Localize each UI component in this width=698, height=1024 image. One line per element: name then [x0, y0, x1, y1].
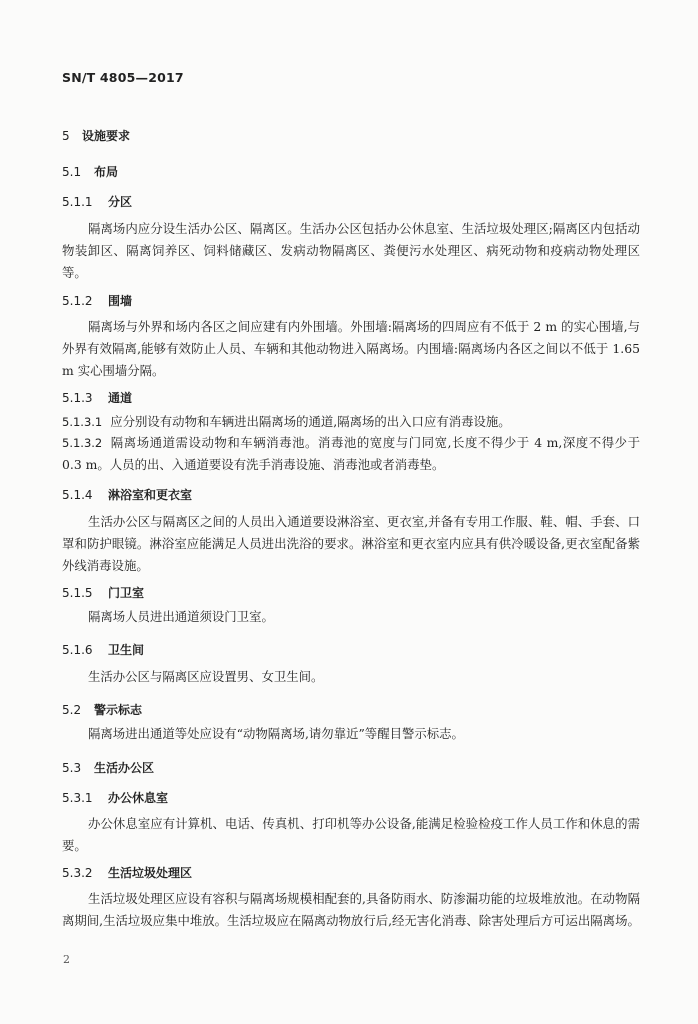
section-number: 5 [62, 129, 70, 143]
clause-number: 5.1.3.2 [62, 436, 103, 450]
section-title: 卫生间 [108, 643, 145, 657]
clause-5-1-3-1 [62, 411, 640, 433]
section-heading-5-1-5 [62, 584, 144, 601]
section-title: 通道 [108, 391, 133, 405]
section-title: 生活垃圾处理区 [108, 866, 193, 880]
section-number: 5.1.4 [62, 488, 93, 502]
section-number: 5.1.2 [62, 294, 93, 308]
page-number: 2 [63, 953, 70, 966]
section-heading-5-1-4 [62, 486, 192, 503]
section-number: 5.3 [62, 761, 82, 775]
section-heading-5-3-1 [62, 789, 168, 806]
paragraph-5-2: 隔离场进出通道等处应设有“动物隔离场,请勿靠近”等醒目警示标志。 [88, 726, 464, 741]
section-heading-5-1-1 [62, 193, 132, 210]
section-heading-5 [62, 127, 130, 144]
section-title: 淋浴室和更衣室 [108, 488, 193, 502]
section-number: 5.1.1 [62, 195, 93, 209]
section-heading-5-3 [62, 759, 154, 776]
paragraph-5-1-2: 隔离场与外界和场内各区之间应建有内外围墙。外围墙:隔离场的四周应有不低于 2 m 的实心围墙,与外界有效隔离,能够有效防止人员、车辆和其他动物进入隔离场。内围墙:隔离场内各区之间以不低于 1.65 m 实心围墙分隔。 [62, 319, 640, 378]
section-number: 5.3.1 [62, 791, 93, 805]
paragraph-5-1-5: 隔离场人员进出通道须设门卫室。 [88, 609, 274, 624]
section-heading-5-3-2 [62, 864, 192, 881]
clause-text: 应分别设有动物和车辆进出隔离场的通道,隔离场的出入口应有消毒设施。 [110, 414, 511, 429]
section-number: 5.2 [62, 703, 82, 717]
section-heading-5-1-3 [62, 389, 132, 406]
section-number: 5.1.3 [62, 391, 93, 405]
section-title: 布局 [94, 165, 119, 179]
clause-5-1-3-2 [62, 432, 640, 476]
section-number: 5.1 [62, 165, 82, 179]
section-title: 围墙 [108, 294, 133, 308]
section-title: 分区 [108, 195, 133, 209]
section-number: 5.1.5 [62, 586, 93, 600]
paragraph-5-3-2: 生活垃圾处理区应设有容积与隔离场规模相配套的,具备防雨水、防渗漏功能的垃圾堆放池。在动物隔离期间,生活垃圾应集中堆放。生活垃圾应在隔离动物放行后,经无害化消毒、除害处理后方可运出隔离场。 [62, 891, 640, 928]
section-heading-5-1-2 [62, 292, 132, 309]
paragraph-5-1-1: 隔离场内应分设生活办公区、隔离区。生活办公区包括办公休息室、生活垃圾处理区;隔离区内包括动物装卸区、隔离饲养区、饲料储藏区、发病动物隔离区、粪便污水处理区、病死动物和疫病动物处理区等。 [62, 221, 640, 280]
section-number: 5.1.6 [62, 643, 93, 657]
section-title: 警示标志 [94, 703, 143, 717]
section-heading-5-1 [62, 163, 118, 180]
clause-number: 5.1.3.1 [62, 415, 103, 429]
paragraph-5-1-6: 生活办公区与隔离区应设置男、女卫生间。 [88, 669, 324, 684]
section-heading-5-1-6 [62, 641, 144, 658]
paragraph-5-3-1: 办公休息室应有计算机、电话、传真机、打印机等办公设备,能满足检验检疫工作人员工作和休息的需要。 [62, 816, 640, 853]
section-title: 门卫室 [108, 586, 145, 600]
section-title: 设施要求 [82, 129, 131, 143]
section-title: 办公休息室 [108, 791, 169, 805]
paragraph-5-1-4: 生活办公区与隔离区之间的人员出入通道要设淋浴室、更衣室,并备有专用工作服、鞋、帽、手套、口罩和防护眼镜。淋浴室应能满足人员进出洗浴的要求。淋浴室和更衣室内应具有供冷暖设备,更衣室配备紫外线消毒设施。 [62, 514, 640, 573]
section-heading-5-2 [62, 701, 142, 718]
section-number: 5.3.2 [62, 866, 93, 880]
standard-number: SN/T 4805—2017 [62, 70, 184, 85]
clause-text: 隔离场通道需设动物和车辆消毒池。消毒池的宽度与门同宽,长度不得少于 4 m,深度不得少于 0.3 m。人员的出、入通道要设有洗手消毒设施、消毒池或者消毒垫。 [62, 435, 640, 472]
section-title: 生活办公区 [94, 761, 155, 775]
